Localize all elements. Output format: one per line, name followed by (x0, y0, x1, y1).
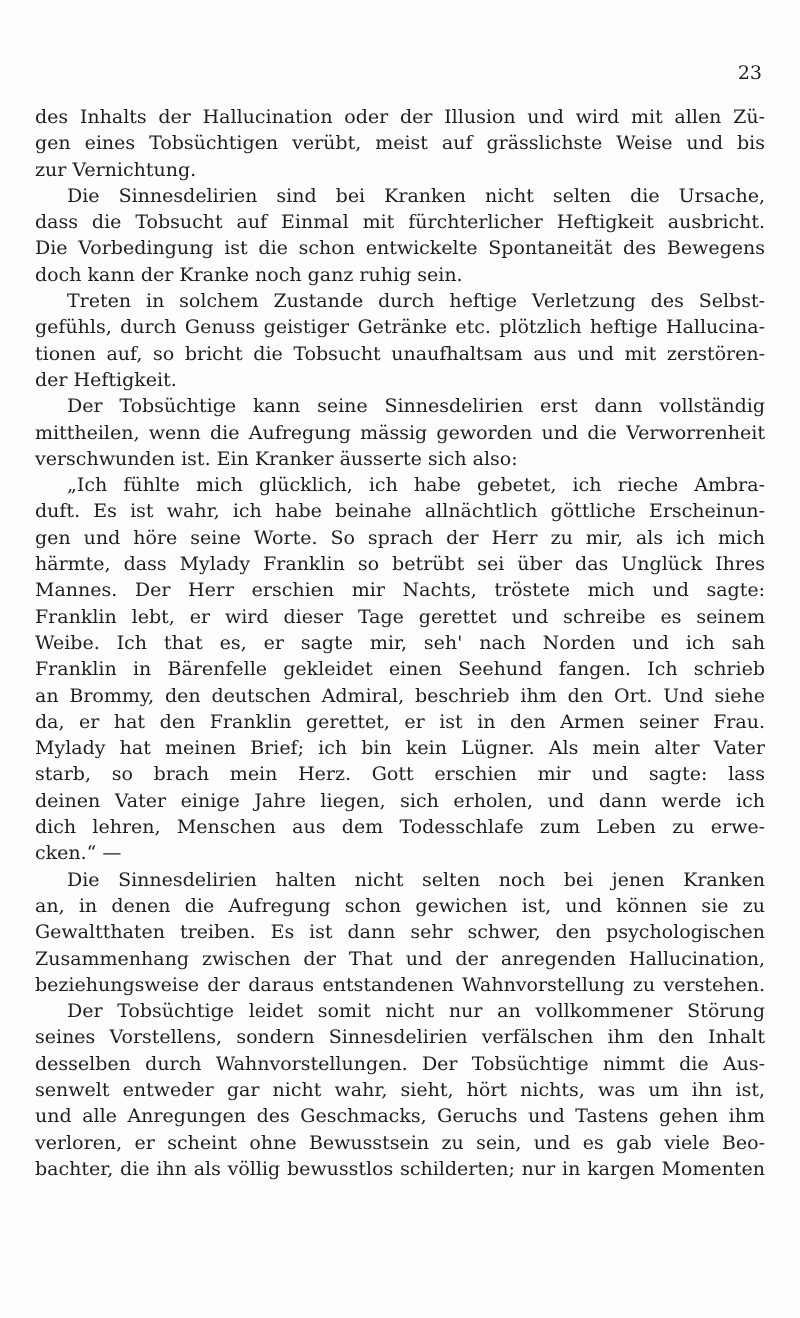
text-line: cken.“ — (35, 842, 122, 865)
text-line: Der Tobsüchtige kann seine Sinnesdelirien erst dann vollständig (67, 395, 765, 418)
body-text (35, 104, 765, 1182)
text-line: und alle Anregungen des Geschmacks, Geruchs und Tastens gehen ihm (35, 1105, 765, 1128)
text-line: Gewaltthaten treiben. Es ist dann sehr schwer, den psychologischen (35, 921, 765, 944)
text-line: der Heftigkeit. (35, 368, 177, 391)
text-line: doch kann der Kranke noch ganz ruhig sein. (35, 263, 463, 286)
text-line: gen eines Tobsüchtigen verübt, meist auf grässlichste Weise und bis (35, 132, 765, 155)
text-line: zur Vernichtung. (35, 158, 197, 181)
text-line: deinen Vater einige Jahre liegen, sich erholen, und dann werde ich (35, 789, 765, 812)
text-line: gefühls, durch Genuss geistiger Getränke etc. plötzlich heftige Hallucina- (35, 316, 765, 339)
text-line: Treten in solchem Zustande durch heftige Verletzung des Selbst- (67, 290, 765, 313)
text-line: „Ich fühlte mich glücklich, ich habe gebetet, ich rieche Ambra- (67, 474, 765, 497)
text-line: senwelt entweder gar nicht wahr, sieht, hört nichts, was um ihn ist, (35, 1078, 765, 1101)
text-line: seines Vorstellens, sondern Sinnesdelirien verfälschen ihm den Inhalt (35, 1026, 765, 1049)
text-line: Mannes. Der Herr erschien mir Nachts, tröstete mich und sagte: (35, 579, 765, 602)
text-line: Die Sinnesdelirien halten nicht selten noch bei jenen Kranken (67, 868, 765, 891)
text-line: Franklin in Bärenfelle gekleidet einen Seehund fangen. Ich schrieb (35, 658, 765, 681)
text-line: bachter, die ihn als völlig bewusstlos schilderten; nur in kargen Momenten (35, 1157, 765, 1180)
text-line: Der Tobsüchtige leidet somit nicht nur an vollkommener Störung (67, 1000, 765, 1023)
text-line: Weibe. Ich that es, er sagte mir, seh' nach Norden und ich sah (35, 631, 765, 654)
text-line: da, er hat den Franklin gerettet, er ist in den Armen seiner Frau. (35, 710, 765, 733)
text-line: des Inhalts der Hallucination oder der Illusion und wird mit allen Zü- (35, 106, 765, 128)
text-line: Zusammenhang zwischen der That und der anregenden Hallucination, (35, 947, 765, 970)
text-line: desselben durch Wahnvorstellungen. Der Tobsüchtige nimmt die Aus- (35, 1052, 765, 1075)
text-line: tionen auf, so bricht die Tobsucht unaufhaltsam aus und mit zerstören- (35, 342, 765, 365)
text-line: beziehungsweise der daraus entstandenen Wahnvorstellung zu verstehen. (35, 973, 765, 996)
text-line: Mylady hat meinen Brief; ich bin kein Lügner. Als mein alter Vater (35, 737, 765, 760)
text-line: dich lehren, Menschen aus dem Todesschlafe zum Leben zu erwe- (35, 816, 765, 839)
text-line: gen und höre seine Worte. So sprach der Herr zu mir, als ich mich (35, 526, 765, 549)
text-line: mittheilen, wenn die Aufregung mässig geworden und die Verworrenheit (35, 421, 765, 444)
text-line: Die Vorbedingung ist die schon entwickelte Spontaneität des Bewegens (35, 237, 765, 260)
text-line: verloren, er scheint ohne Bewusstsein zu sein, und es gab viele Beo- (35, 1131, 765, 1154)
text-line: härmte, dass Mylady Franklin so betrübt sei über das Unglück Ihres (35, 553, 765, 576)
text-line: an, in denen die Aufregung schon gewichen ist, und können sie zu (35, 894, 765, 917)
text-line: dass die Tobsucht auf Einmal mit fürchterlicher Heftigkeit ausbricht. (35, 211, 765, 234)
text-line: Franklin lebt, er wird dieser Tage gerettet und schreibe es seinem (35, 605, 765, 628)
text-line: an Brommy, den deutschen Admiral, beschrieb ihm den Ort. Und siehe (35, 684, 765, 707)
page-number: 23 (737, 62, 762, 84)
text-line: starb, so brach mein Herz. Gott erschien mir und sagte: lass (35, 763, 765, 786)
text-line: Die Sinnesdelirien sind bei Kranken nicht selten die Ursache, (67, 184, 765, 207)
text-line: duft. Es ist wahr, ich habe beinahe allnächtlich göttliche Erscheinun- (35, 500, 765, 523)
text-line: verschwunden ist. Ein Kranker äusserte sich also: (35, 447, 518, 470)
